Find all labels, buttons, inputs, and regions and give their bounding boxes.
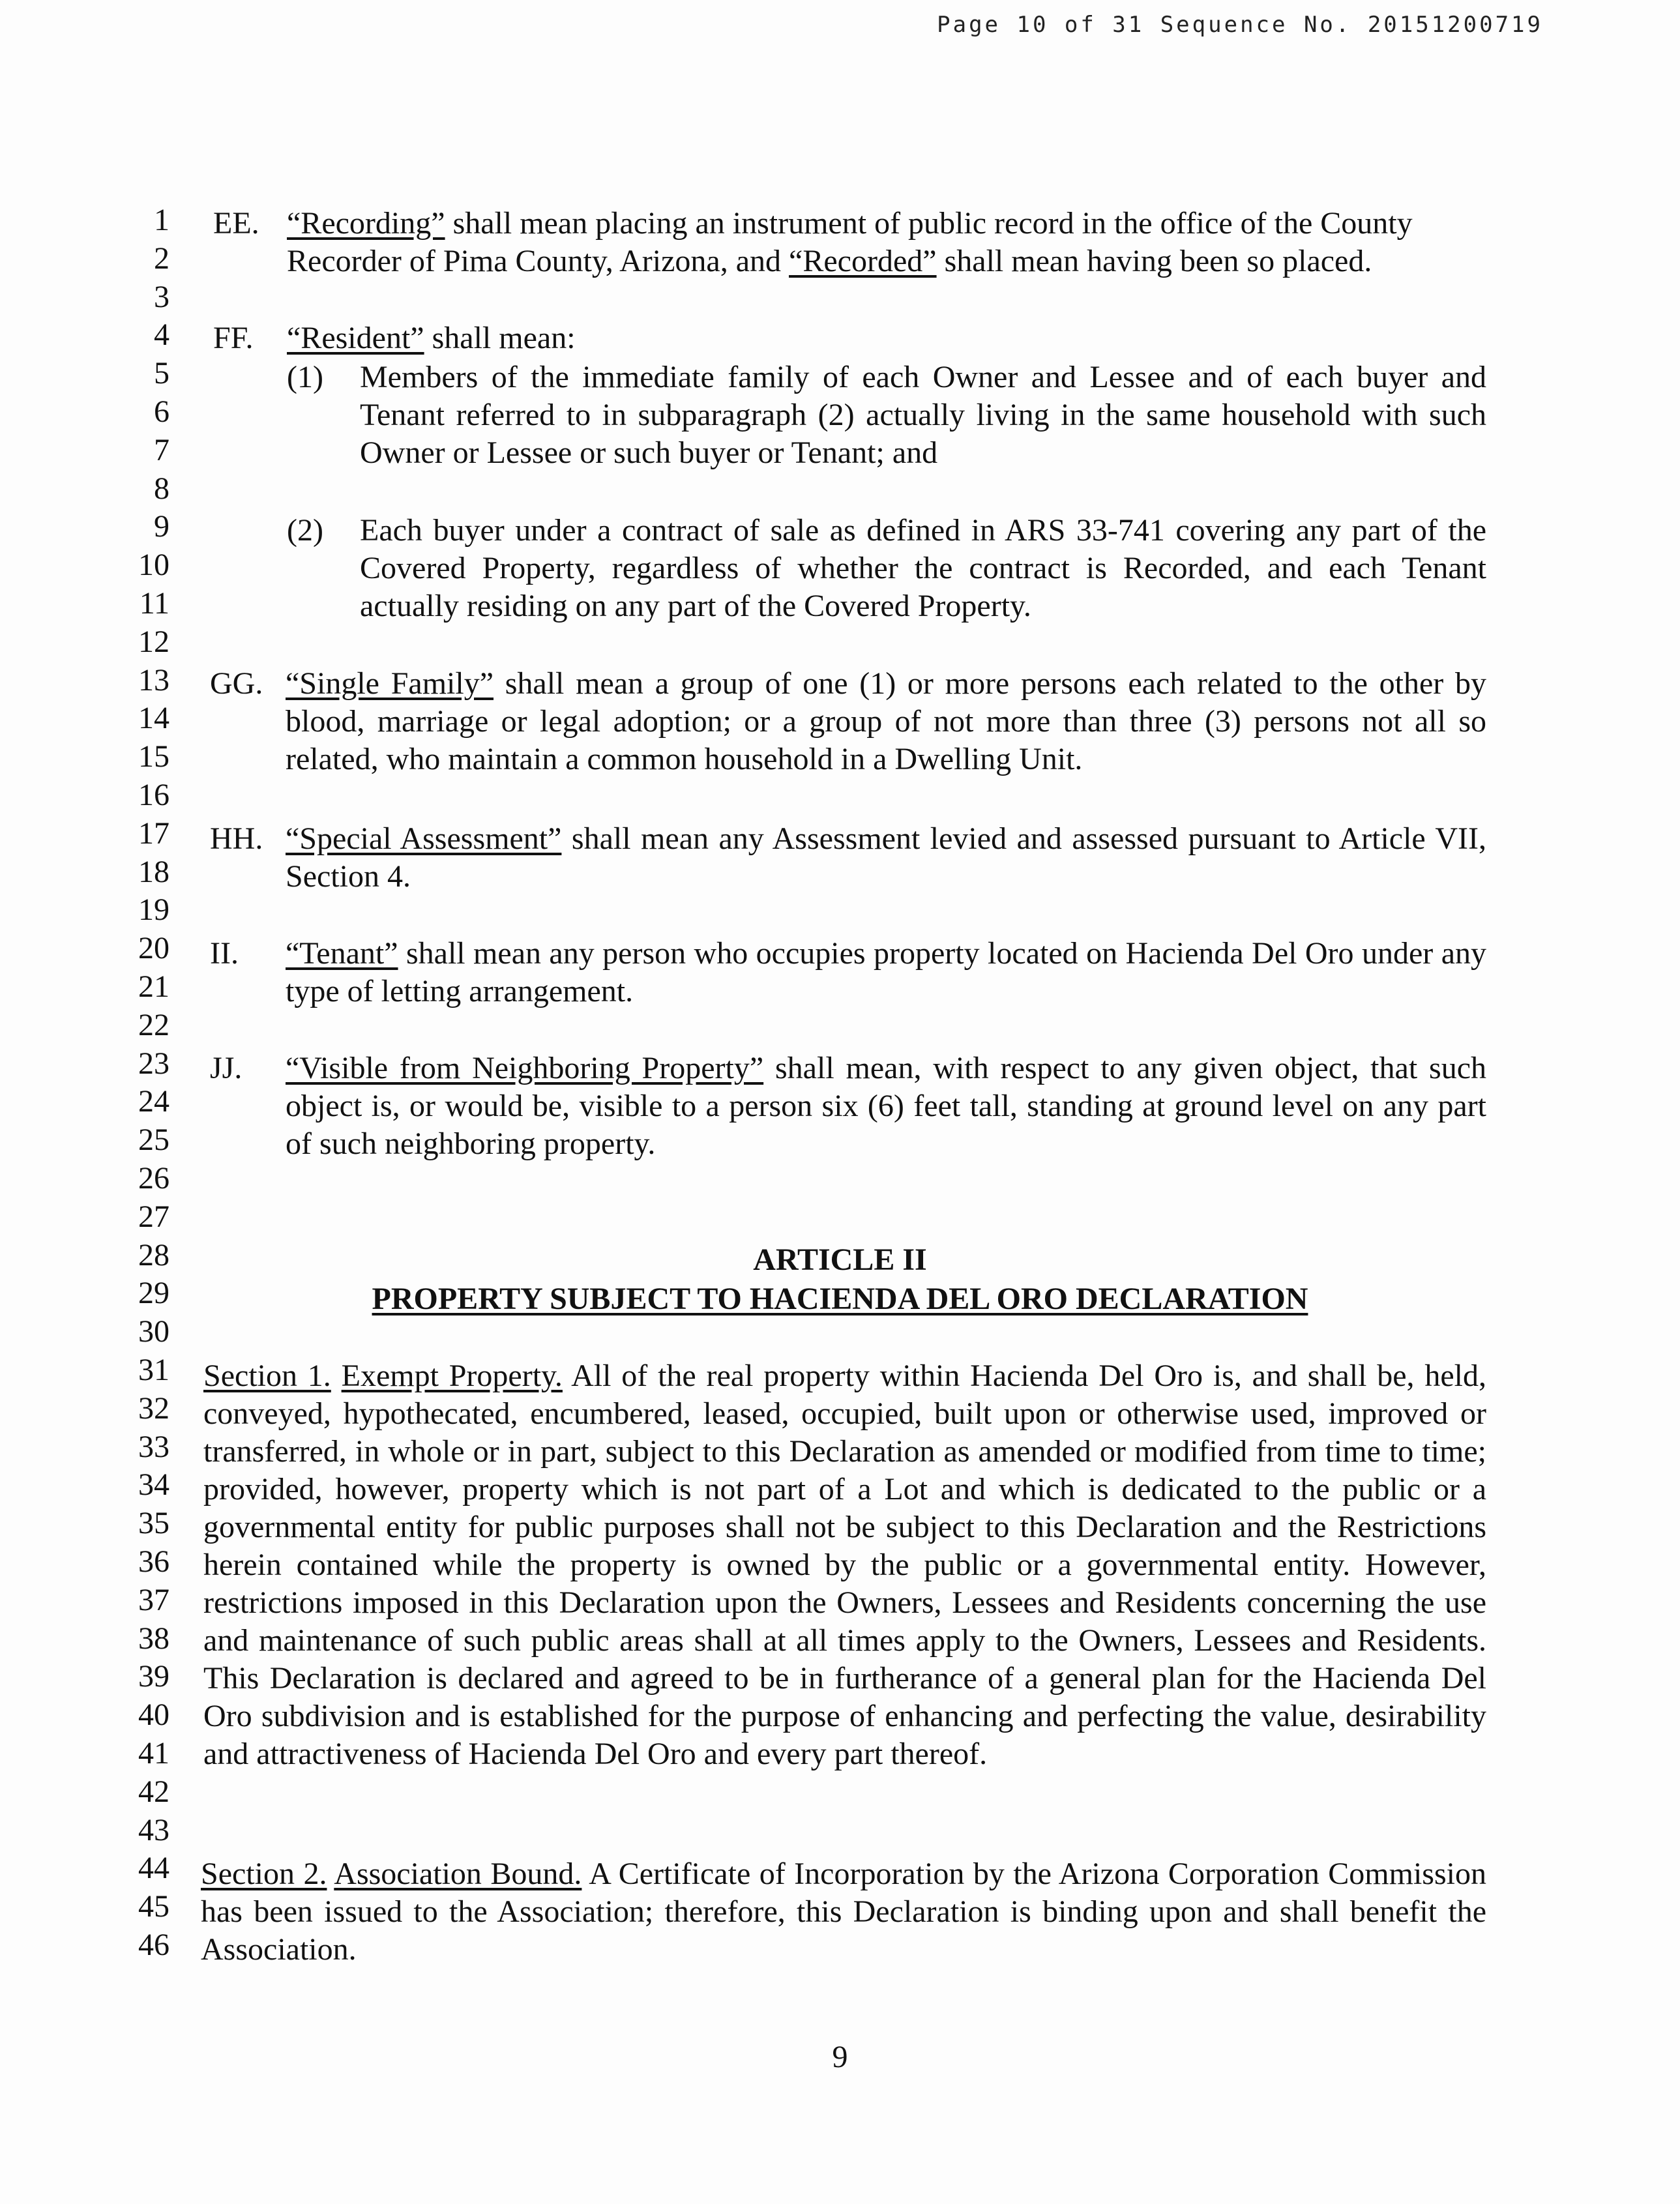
line-number: 29 [138,1276,169,1311]
definition-text: shall mean any person who occupies property located on Hacienda Del Oro under any type of letting arrangement. [286,936,1486,1008]
line-number: 10 [138,548,169,583]
line-number: 21 [138,969,169,1004]
line-number: 44 [138,1851,169,1886]
line-number: 19 [138,892,169,928]
line-number: 20 [138,931,169,966]
defined-term: “Resident” [287,321,424,355]
line-number: 22 [138,1007,169,1042]
section-text: A Certificate of Incorporation by the Arizona Corporation Commission has been issued to the Association; therefore, this Declaration is binding upon and shall benefit the Association. [201,1857,1486,1967]
line-number: 8 [154,471,169,506]
section-2 [201,1855,1486,1969]
line-number: 23 [138,1046,169,1081]
line-number: 15 [138,739,169,774]
page-number: 9 [832,2040,848,2074]
article-number: ARTICLE II [753,1242,927,1277]
line-number: 27 [138,1199,169,1234]
line-number: 34 [138,1467,169,1503]
section-1 [203,1357,1486,1773]
line-number: 3 [154,279,169,314]
section-heading: Association Bound. [334,1857,582,1891]
definition-label-hh: HH. [210,821,263,856]
line-number: 35 [138,1506,169,1541]
line-number: 7 [154,432,169,467]
section-text: All of the real property within Hacienda Del Oro is, and shall be, held, conveyed, hypothecated, encumbered, leased, occupied, built upon or otherwise used, improved or transferred, in whole or in part, subject to this Declaration as amended or modified from time to time; provided, however, property which is not part of a Lot and which is dedicated to the public or a governmental entity for public purposes shall not be subject to this Declaration and the Restrictions herein contained while the property is owned by the public or a governmental entity. However, restrictions imposed in this Declaration upon the Owners, Lessees and Residents concerning the use and maintenance of such public areas shall at all times apply to the Owners, Lessees and Residents. This Declaration is declared and agreed to be in furtherance of a general plan for the Hacienda Del Oro subdivision and is established for the purpose of enhancing and perfecting the value, desirability and attractiveness of Hacienda Del Oro and every part thereof. [203,1359,1487,1771]
definition-text: shall mean having been so placed. [936,244,1372,278]
line-number: 40 [138,1697,169,1733]
subitem-text: Each buyer under a contract of sale as defined in ARS 33-741 covering any part of the Covered Property, regardless of whether the contract is Recorded, and each Tenant actually residing on any part of the Covered Property. [360,513,1486,623]
defined-term: “Tenant” [286,936,398,971]
line-number: 26 [138,1161,169,1196]
line-number: 43 [138,1812,169,1847]
line-number: 30 [138,1314,169,1349]
line-number: 45 [138,1889,169,1924]
line-number: 17 [138,815,169,851]
line-number: 16 [138,778,169,812]
line-number: 25 [138,1123,169,1158]
defined-term: “Single Family” [286,666,494,701]
defined-term: “Recording” [287,206,445,241]
line-number: 36 [138,1544,169,1579]
line-number: 39 [138,1659,169,1694]
definition-text: shall mean a group of one (1) or more persons each related to the other by blood, marriage or legal adoption; or a group of not more than three (3) persons not all so related, who maintain a common household in a Dwelling Unit. [286,666,1486,776]
line-number: 37 [138,1582,169,1617]
definition-ii [286,935,1486,1010]
definition-label-ff: FF. [213,321,254,355]
line-number: 9 [154,509,169,544]
article-title: PROPERTY SUBJECT TO HACIENDA DEL ORO DECLARATION [372,1282,1308,1316]
line-number: 33 [138,1429,169,1464]
line-number: 32 [138,1390,169,1426]
definition-ee [287,205,1486,280]
defined-term: “Visible from Neighboring Property” [286,1051,764,1085]
definition-jj [286,1050,1486,1163]
line-number: 46 [138,1928,169,1962]
line-number: 28 [138,1237,169,1272]
line-number: 31 [138,1353,169,1387]
definition-label-jj: JJ. [210,1051,243,1085]
definition-gg [286,665,1486,778]
article-title-wrap [0,1281,1680,1317]
definition-text: shall mean: [424,321,576,355]
line-number: 4 [154,317,169,353]
line-number: 11 [139,586,169,621]
line-number: 38 [138,1621,169,1656]
section-label: Section 1. [203,1359,331,1393]
subitem-number: (1) [287,360,323,394]
line-number: 6 [154,394,169,429]
definition-text: shall mean any Assessment levied and assessed pursuant to Article VII, Section 4. [286,821,1486,894]
page-header: Page 10 of 31 Sequence No. 20151200719 [937,12,1543,38]
line-number: 41 [138,1736,169,1771]
definition-label-ii: II. [210,936,239,971]
line-number: 2 [154,241,169,276]
definition-hh [286,820,1486,896]
section-label: Section 2. [201,1857,327,1891]
definition-label-gg: GG. [210,666,263,701]
line-number: 1 [154,203,169,237]
subitem-text: Members of the immediate family of each Owner and Lessee and of each buyer and Tenant referred to in subparagraph (2) actually living in the same household with such Owner or Lessee or such buyer or Tenant; and [360,360,1486,470]
definition-label-ee: EE. [213,206,259,241]
subitem-number: (2) [287,513,323,548]
defined-term: “Recorded” [789,244,937,278]
definition-text: shall mean placing an instrument of public record in the office of the County Recorder of Pima County, Arizona, and [287,206,1413,278]
line-number: 5 [154,356,169,391]
definition-ff [287,319,1486,357]
line-number: 18 [138,854,169,889]
line-number: 14 [138,701,169,736]
section-heading: Exempt Property. [341,1359,563,1393]
defined-term: “Special Assessment” [286,821,562,856]
line-number: 13 [138,662,169,698]
definition-text: shall mean, with respect to any given object, that such object is, or would be, visible to a person six (6) feet tall, standing at ground level on any part of such neighboring property. [286,1051,1486,1161]
line-number: 24 [138,1084,169,1119]
line-number: 12 [138,624,169,659]
line-number: 42 [138,1774,169,1809]
